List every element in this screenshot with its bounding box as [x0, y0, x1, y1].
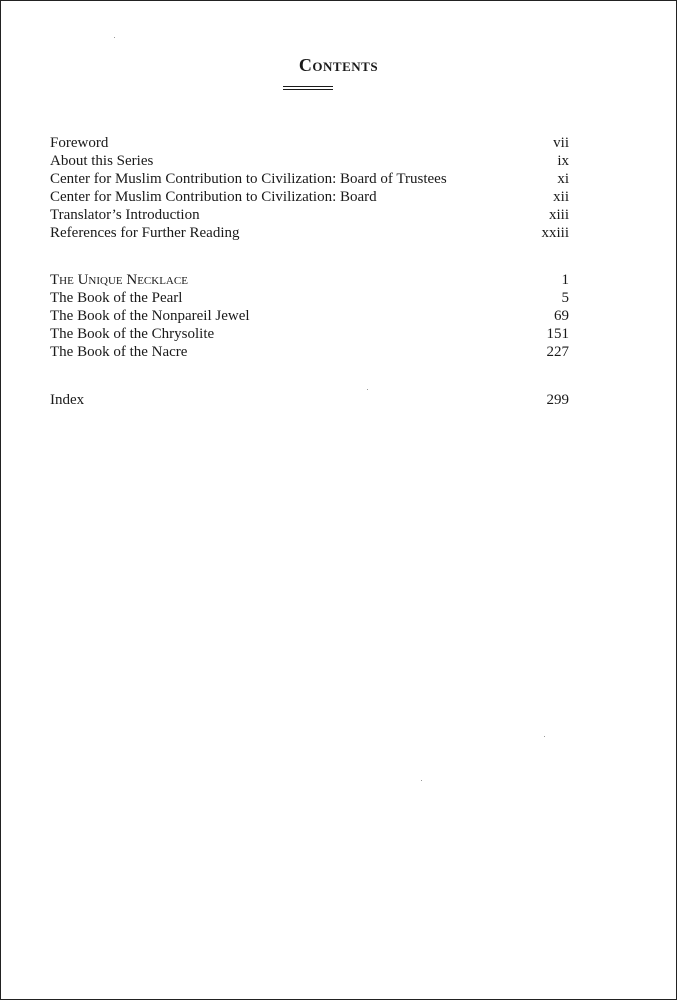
toc-entry: [50, 343, 569, 361]
toc-entry-page: 151: [546, 326, 569, 342]
title-underline: [283, 86, 333, 90]
paper-speck: [421, 780, 422, 781]
toc-entry-page: xxiii: [541, 225, 569, 241]
back-matter-list: [50, 391, 569, 409]
toc-entry: [50, 170, 569, 188]
toc-entry: [50, 391, 569, 409]
main-matter-list: [50, 271, 569, 361]
toc-entry-page: xiii: [548, 207, 569, 223]
toc-entry-label: Index: [50, 392, 85, 408]
toc-entry-page: ix: [557, 153, 569, 169]
paper-speck: [114, 37, 115, 38]
page-title: Contents: [298, 55, 379, 75]
toc-entry-label: References for Further Reading: [50, 225, 240, 241]
toc-entry-page: xii: [553, 189, 569, 205]
toc-entry-label: The Unique Necklace: [50, 272, 188, 288]
toc-entry-page: 5: [561, 290, 569, 306]
toc-entry: [50, 325, 569, 343]
toc-entry: [50, 134, 569, 152]
toc-entry-label: The Book of the Nonpareil Jewel: [50, 308, 250, 324]
toc-entry: [50, 152, 569, 170]
toc-entry-label: Translator’s Introduction: [50, 207, 200, 223]
toc-entry-label: About this Series: [50, 153, 154, 169]
front-matter-list: [50, 134, 569, 242]
toc-entry-page: xi: [557, 171, 569, 187]
toc-entry-label: Center for Muslim Contribution to Civilization: Board: [50, 189, 377, 205]
toc-entry-label: The Book of the Chrysolite: [50, 326, 215, 342]
toc-entry-label: Foreword: [50, 135, 109, 151]
toc-entry-label: The Book of the Nacre: [50, 344, 188, 360]
toc-entry: [50, 188, 569, 206]
toc-entry-label: Center for Muslim Contribution to Civilization: Board of Trustees: [50, 171, 447, 187]
toc-entry-page: 69: [554, 308, 569, 324]
paper-speck: [367, 389, 368, 390]
toc-entry-page: 227: [546, 344, 569, 360]
paper-speck: [544, 736, 545, 737]
toc-entry: [50, 206, 569, 224]
toc-entry: [50, 307, 569, 325]
toc-entry-page: 1: [561, 272, 569, 288]
toc-entry-page: vii: [553, 135, 569, 151]
toc-entry: [50, 289, 569, 307]
toc-entry: [50, 271, 569, 289]
toc-entry-label: The Book of the Pearl: [50, 290, 183, 306]
toc-entry-page: 299: [546, 392, 569, 408]
toc-entry: [50, 224, 569, 242]
